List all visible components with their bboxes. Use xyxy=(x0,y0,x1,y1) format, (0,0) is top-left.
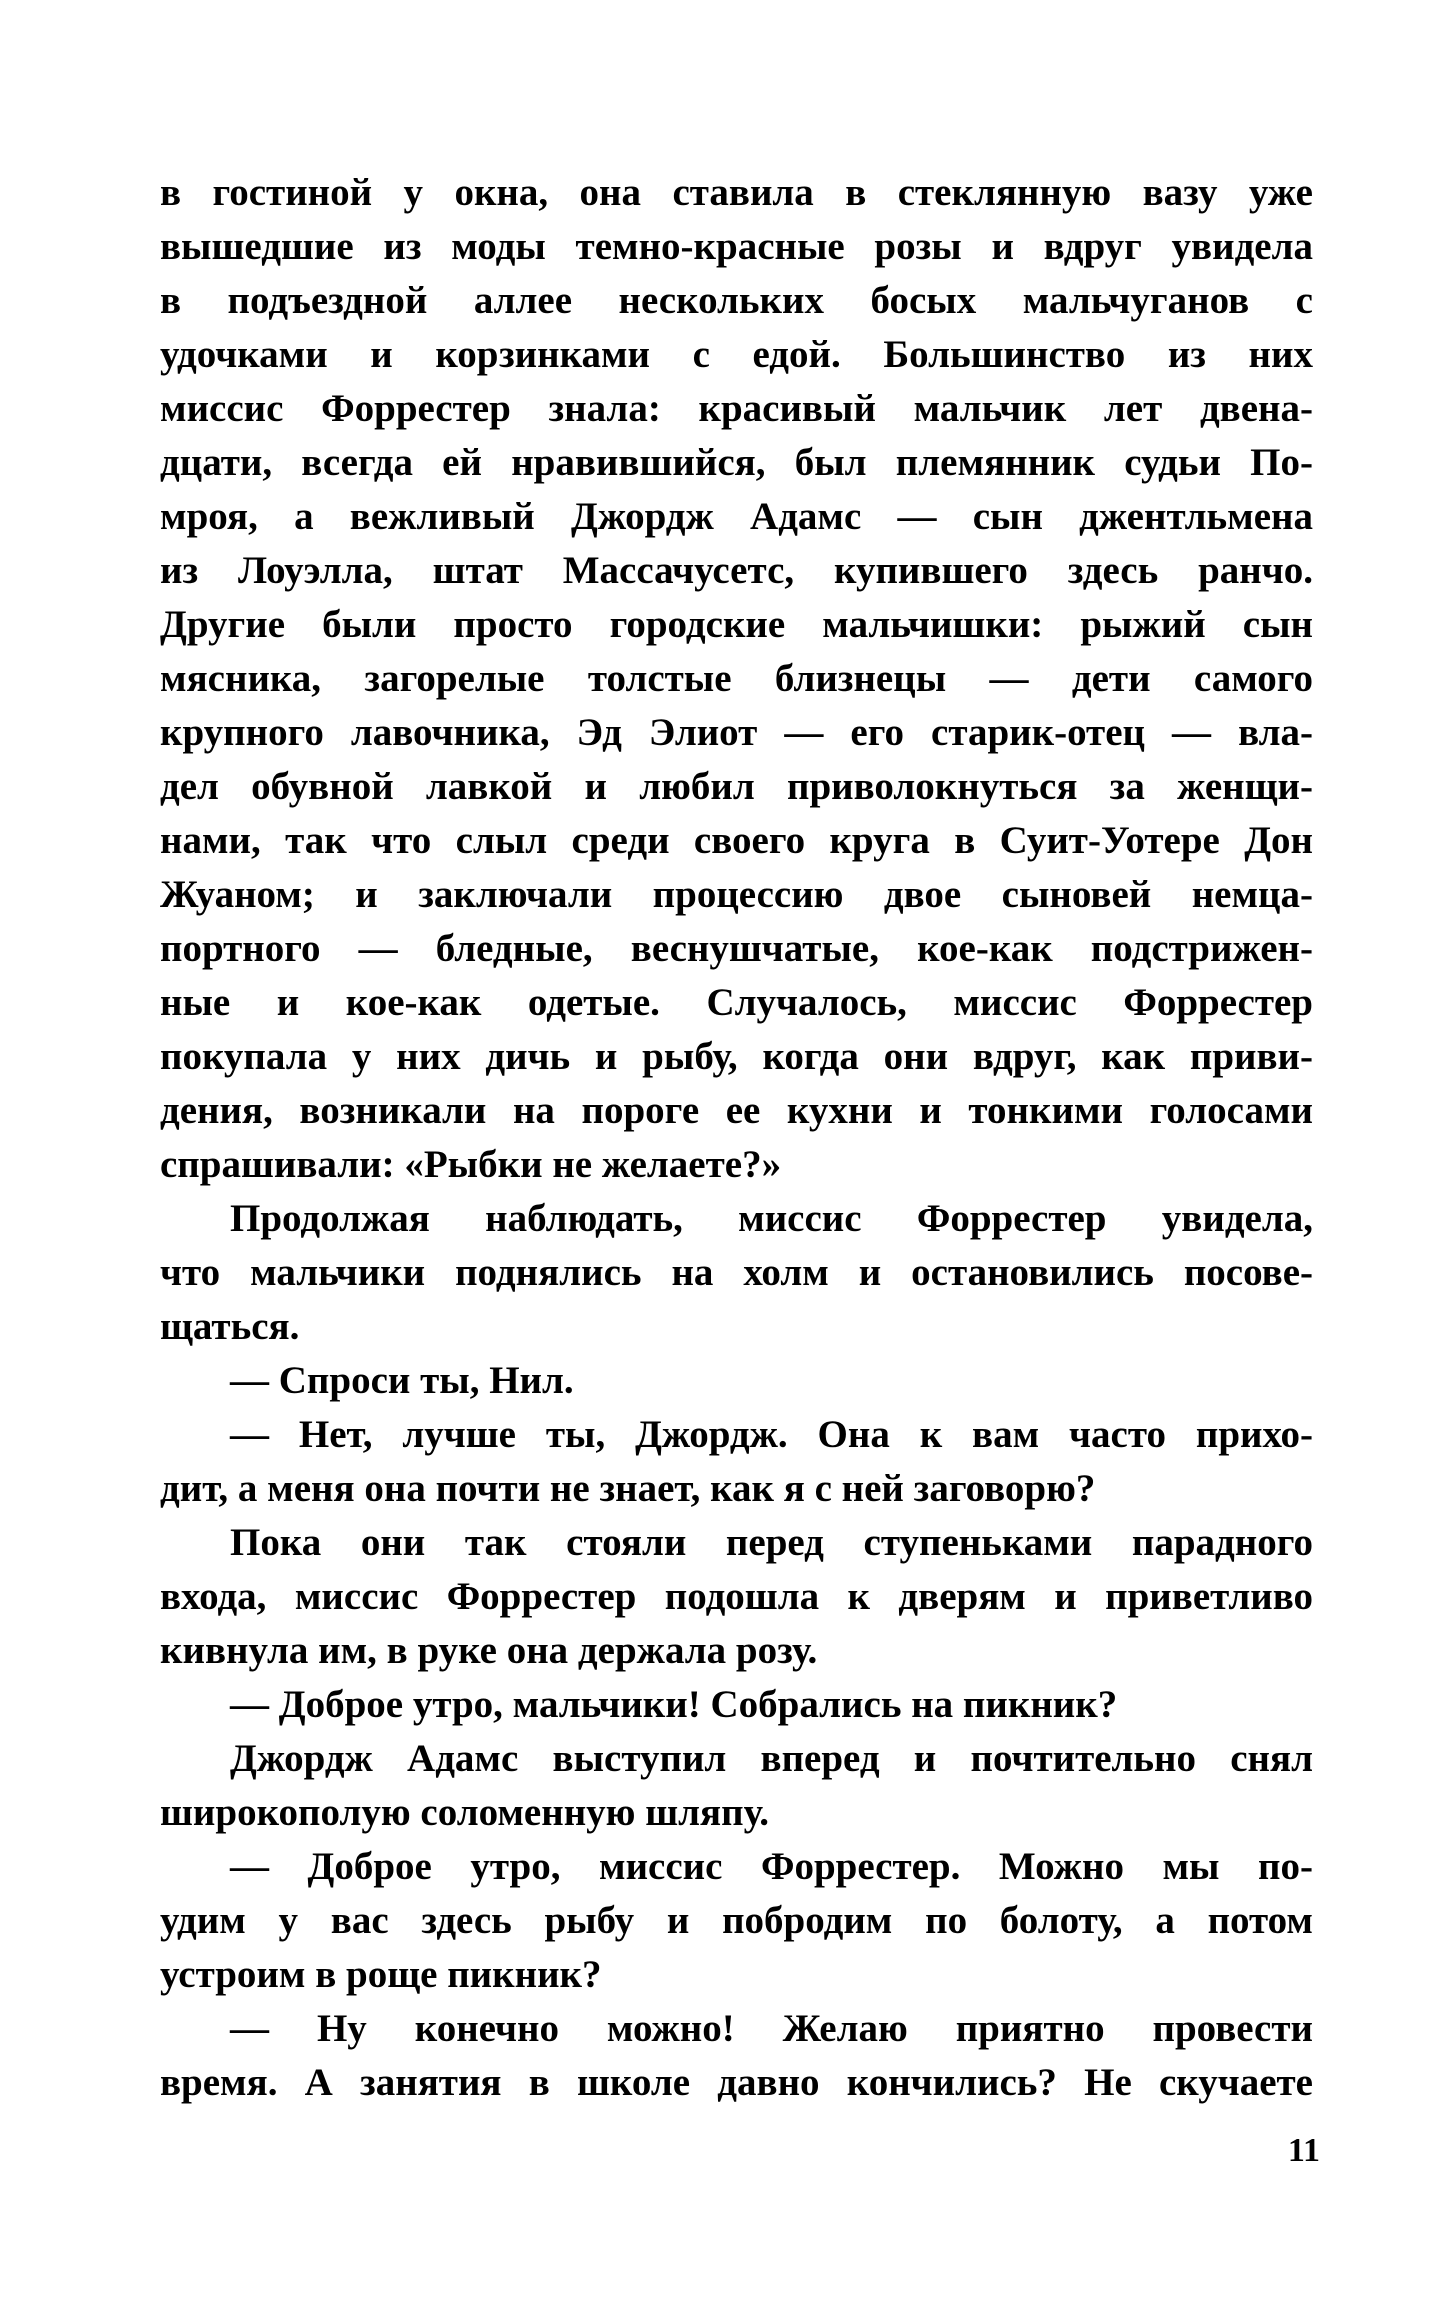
text-line: Жуаном; и заключали процессию двое сыновей немца- xyxy=(160,873,1313,916)
text-line: дцати, всегда ей нравившийся, был племянник судьи По- xyxy=(160,441,1313,484)
text-line: Пока они так стояли перед ступеньками парадного xyxy=(230,1521,1313,1564)
text-line: что мальчики поднялись на холм и остановились посове- xyxy=(160,1251,1313,1294)
text-line: покупала у них дичь и рыбу, когда они вдруг, как приви- xyxy=(160,1035,1313,1078)
paragraph xyxy=(160,1840,1313,2002)
paragraph xyxy=(160,2002,1313,2110)
page-number: 11 xyxy=(1287,2132,1320,2169)
text-line: мроя, а вежливый Джордж Адамс — сын джентльмена xyxy=(160,495,1313,538)
text-line: удочками и корзинками с едой. Большинство из них xyxy=(160,333,1313,376)
text-line: кивнула им, в руке она держала розу. xyxy=(160,1629,818,1672)
text-line: ные и кое-как одетые. Случалось, миссис Форрестер xyxy=(160,981,1313,1024)
paragraph xyxy=(160,1678,1313,1732)
text-line: — Доброе утро, миссис Форрестер. Можно мы по- xyxy=(230,1845,1313,1888)
text-line: время. А занятия в школе давно кончились? Не скучаете xyxy=(160,2061,1313,2104)
text-line: портного — бледные, веснушчатые, кое-как подстрижен- xyxy=(160,927,1313,970)
paragraph xyxy=(160,166,1313,1192)
paragraph xyxy=(160,1516,1313,1678)
text-line: дит, а меня она почти не знает, как я с ней заговорю? xyxy=(160,1467,1096,1510)
text-line: спрашивали: «Рыбки не желаете?» xyxy=(160,1143,782,1186)
text-line: в подъездной аллее нескольких босых мальчуганов с xyxy=(160,279,1313,322)
text-line: крупного лавочника, Эд Элиот — его старик-отец — вла- xyxy=(160,711,1313,754)
text-line: дения, возникали на пороге ее кухни и тонкими голосами xyxy=(160,1089,1313,1132)
text-line: нами, так что слыл среди своего круга в Суит-Уотере Дон xyxy=(160,819,1313,862)
text-line: из Лоуэлла, штат Массачусетс, купившего здесь ранчо. xyxy=(160,549,1313,592)
text-line: удим у вас здесь рыбу и побродим по болоту, а потом xyxy=(160,1899,1313,1942)
body-text xyxy=(160,166,1313,2110)
paragraph xyxy=(160,1408,1313,1516)
text-line: дел обувной лавкой и любил приволокнуться за женщи- xyxy=(160,765,1313,808)
text-line: миссис Форрестер знала: красивый мальчик лет двена- xyxy=(160,387,1313,430)
text-line: устроим в роще пикник? xyxy=(160,1953,602,1996)
paragraph xyxy=(160,1354,1313,1408)
text-line: в гостиной у окна, она ставила в стеклянную вазу уже xyxy=(160,171,1313,214)
text-line: — Нет, лучше ты, Джордж. Она к вам часто прихо- xyxy=(230,1413,1313,1456)
text-line: вышедшие из моды темно-красные розы и вдруг увидела xyxy=(160,225,1313,268)
text-line: мясника, загорелые толстые близнецы — дети самого xyxy=(160,657,1313,700)
paragraph xyxy=(160,1732,1313,1840)
text-line: широкополую соломенную шляпу. xyxy=(160,1791,769,1834)
text-line: щаться. xyxy=(160,1305,300,1348)
text-line: — Спроси ты, Нил. xyxy=(230,1359,574,1402)
text-line: Продолжая наблюдать, миссис Форрестер увидела, xyxy=(230,1197,1313,1240)
text-line: входа, миссис Форрестер подошла к дверям и приветливо xyxy=(160,1575,1313,1618)
paragraph xyxy=(160,1192,1313,1354)
text-line: Джордж Адамс выступил вперед и почтительно снял xyxy=(230,1737,1313,1780)
text-line: — Ну конечно можно! Желаю приятно провести xyxy=(230,2007,1313,2050)
text-line: — Доброе утро, мальчики! Собрались на пикник? xyxy=(230,1683,1118,1726)
text-line: Другие были просто городские мальчишки: рыжий сын xyxy=(160,603,1313,646)
